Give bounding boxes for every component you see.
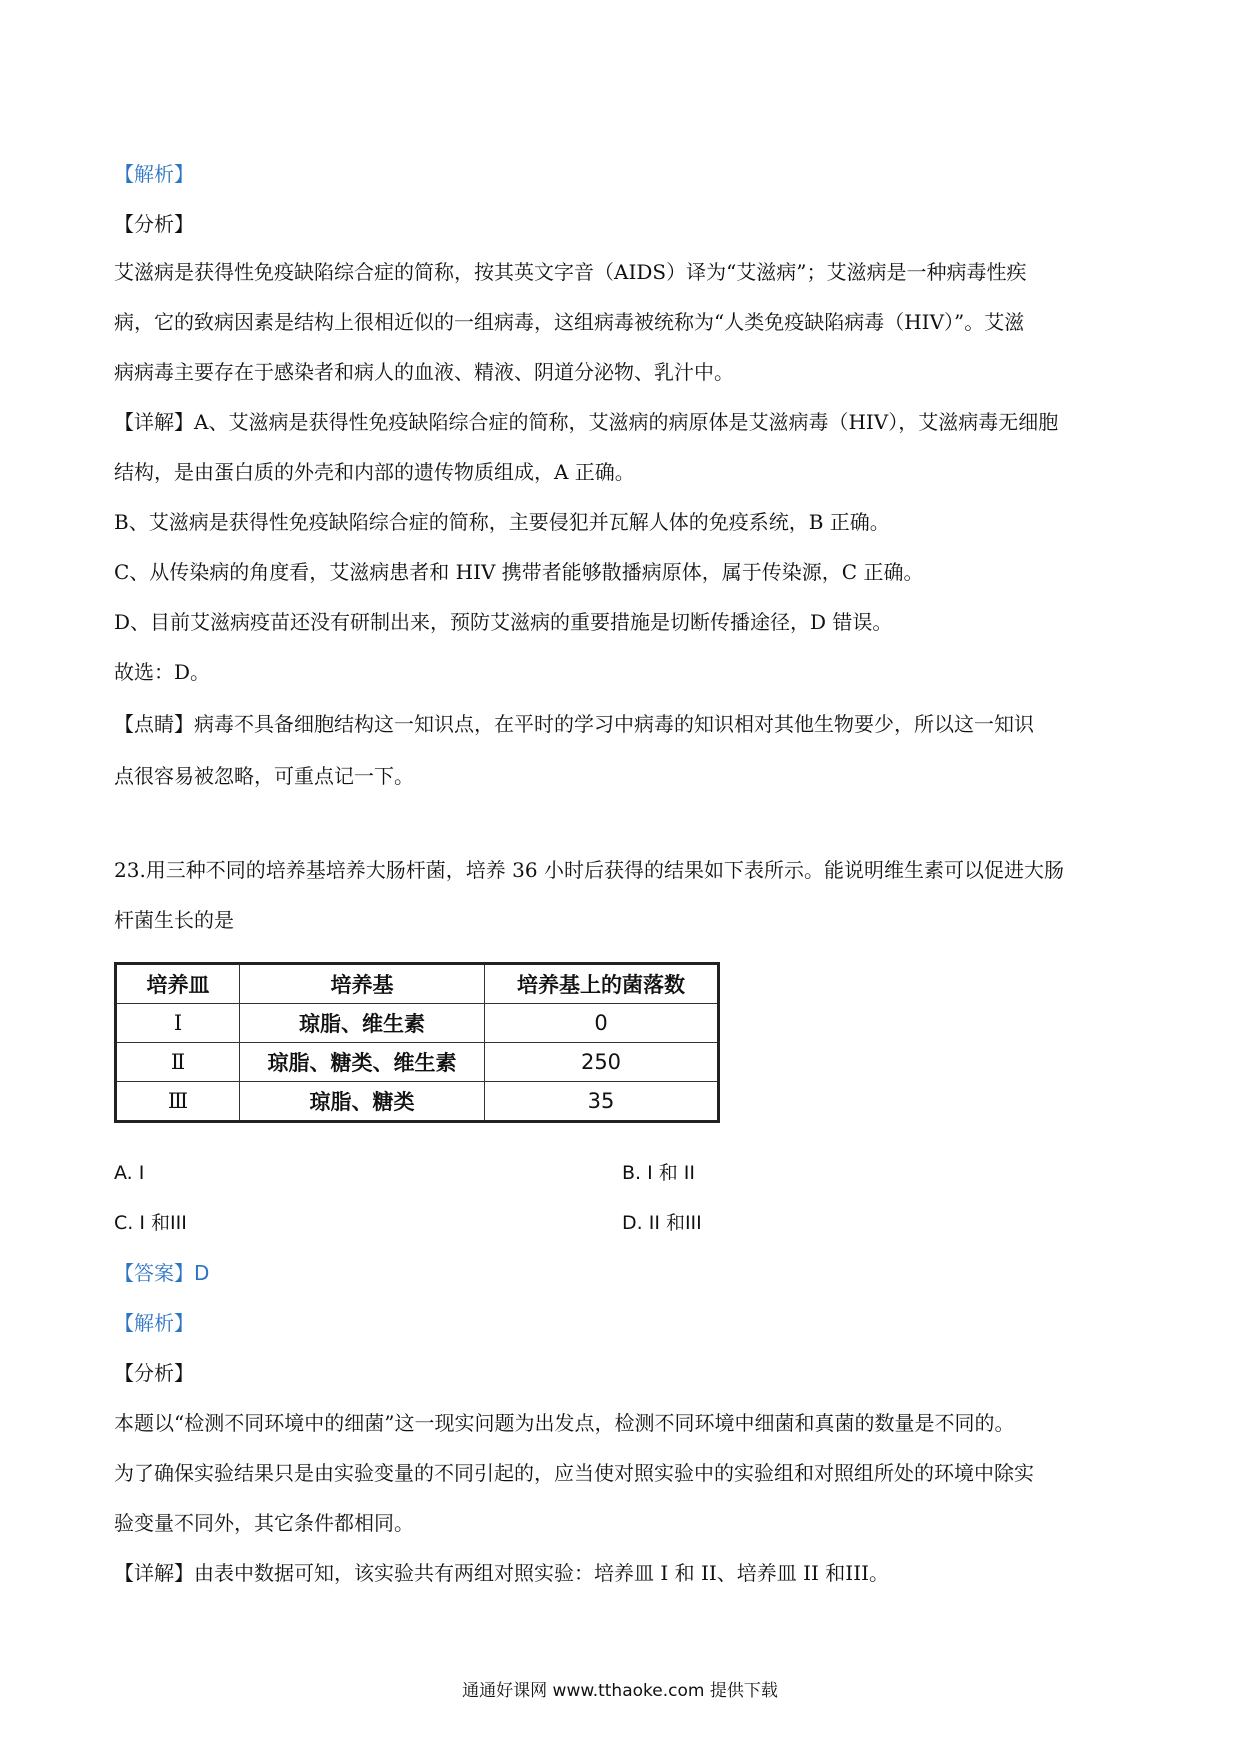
comment-line: 【点睛】病毒不具备细胞结构这一知识点，在平时的学习中病毒的知识相对其他生物要少，所以这一知识: [114, 712, 1034, 736]
option-a: A. I: [114, 1162, 145, 1184]
table-header: 培养皿: [116, 964, 240, 1004]
table-cell: 琼脂、维生素: [240, 1004, 485, 1043]
fenxi-label-2: 【分析】: [114, 1361, 194, 1385]
table-row: [116, 1004, 719, 1043]
option-d: D. II 和III: [622, 1212, 702, 1234]
table-cell: Ⅲ: [116, 1082, 240, 1122]
analysis-line: 病病毒主要存在于感染者和病人的血液、精液、阴道分泌物、乳汁中。: [114, 360, 734, 384]
detail-line: 结构，是由蛋白质的外壳和内部的遗传物质组成，A 正确。: [114, 460, 635, 484]
detail-line: B、艾滋病是获得性免疫缺陷综合症的简称，主要侵犯并瓦解人体的免疫系统，B 正确。: [114, 510, 890, 534]
table-header-row: [116, 964, 719, 1004]
table-cell: Ⅱ: [116, 1043, 240, 1082]
detail-line: 【详解】由表中数据可知，该实验共有两组对照实验：培养皿 I 和 II、培养皿 II 和III。: [114, 1561, 889, 1585]
table-cell: Ⅰ: [116, 1004, 240, 1043]
jiexi-label-2: 【解析】: [114, 1311, 194, 1335]
table-cell: 35: [485, 1082, 719, 1122]
question-stem: 杆菌生长的是: [114, 908, 234, 932]
comment-line: 点很容易被忽略，可重点记一下。: [114, 764, 414, 788]
fenxi-label-1: 【分析】: [114, 212, 194, 236]
option-b: B. I 和 II: [622, 1162, 696, 1184]
detail-line: D、目前艾滋病疫苗还没有研制出来，预防艾滋病的重要措施是切断传播途径，D 错误。: [114, 610, 893, 634]
question-stem: 23.用三种不同的培养基培养大肠杆菌，培养 36 小时后获得的结果如下表所示。能说明维生素可以促进大肠: [114, 858, 1064, 882]
analysis-line: 病，它的致病因素是结构上很相近似的一组病毒，这组病毒被统称为“人类免疫缺陷病毒（HIV）”。艾滋: [114, 310, 1025, 334]
analysis-line: 验变量不同外，其它条件都相同。: [114, 1511, 414, 1535]
analysis-line: 艾滋病是获得性免疫缺陷综合症的简称，按其英文字音（AIDS）译为“艾滋病”；艾滋病是一种病毒性疾: [114, 260, 1027, 284]
option-c: C. I 和III: [114, 1212, 187, 1234]
table-cell: 琼脂、糖类、维生素: [240, 1043, 485, 1082]
detail-line: C、从传染病的角度看，艾滋病患者和 HIV 携带者能够散播病原体，属于传染源，C 正确。: [114, 560, 924, 584]
jiexi-label-1: 【解析】: [114, 162, 194, 186]
analysis-line: 为了确保实验结果只是由实验变量的不同引起的，应当使对照实验中的实验组和对照组所处的环境中除实: [114, 1461, 1034, 1485]
answer-label: 【答案】D: [114, 1261, 210, 1285]
table-cell: 琼脂、糖类: [240, 1082, 485, 1122]
results-table: [114, 962, 720, 1123]
detail-line: 【详解】A、艾滋病是获得性免疫缺陷综合症的简称，艾滋病的病原体是艾滋病毒（HIV），艾滋病毒无细胞: [114, 410, 1059, 434]
page-footer: 通通好课网 www.tthaoke.com 提供下载: [462, 1681, 778, 1701]
table-row: [116, 1082, 719, 1122]
table-header: 培养基: [240, 964, 485, 1004]
conclusion-line: 故选：D。: [114, 660, 211, 684]
table-cell: 0: [485, 1004, 719, 1043]
table-row: [116, 1043, 719, 1082]
table-header: 培养基上的菌落数: [485, 964, 719, 1004]
table-cell: 250: [485, 1043, 719, 1082]
analysis-line: 本题以“检测不同环境中的细菌”这一现实问题为出发点，检测不同环境中细菌和真菌的数量是不同的。: [114, 1411, 1015, 1435]
